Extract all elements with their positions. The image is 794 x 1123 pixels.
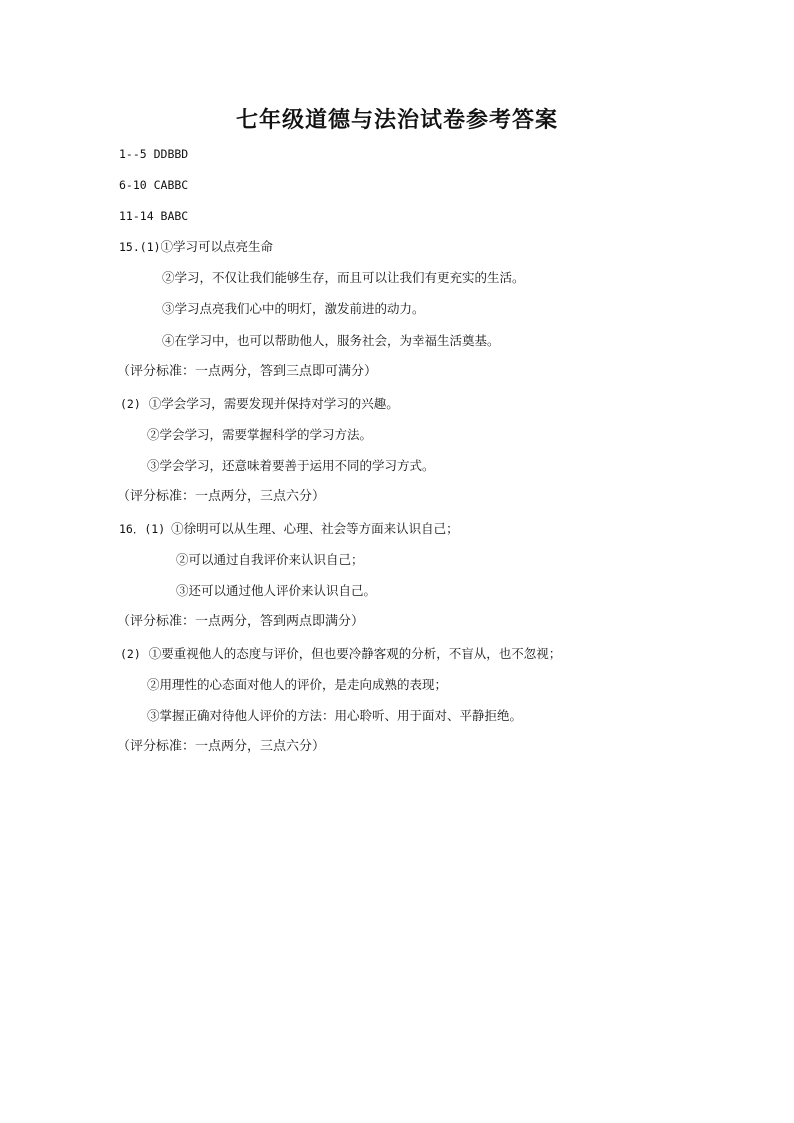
q16-part2-line: [120, 646, 561, 662]
q16-part1-line: [119, 521, 459, 537]
choice-answers-1-5: 1--5 DDBBD: [119, 147, 189, 161]
q16-part1-item-1: ①徐明可以从生理、心理、社会等方面来认识自己；: [171, 521, 459, 536]
choice-answers-11-14: 11-14 BABC: [119, 209, 189, 223]
q15-part2-item-1: ①学会学习，需要发现并保持对学习的兴趣。: [148, 396, 399, 411]
q15-part1-line: [119, 239, 273, 255]
choice-answers-6-10: 6-10 CABBC: [119, 178, 189, 192]
q15-part1-item-4: ④在学习中，也可以帮助他人，服务社会，为幸福生活奠基。: [162, 333, 500, 348]
q15-part1-score: （评分标准：一点两分，答到三点即可满分）: [117, 364, 378, 379]
q15-part1-item-1: ①学习可以点亮生命: [160, 239, 274, 254]
page-title: 七年级道德与法治试卷参考答案: [235, 107, 558, 133]
q15-part2-line: [120, 396, 399, 412]
q16-part1-item-2: ②可以通过自我评价来认识自己；: [176, 552, 364, 567]
q15-part1-item-3: ③学习点亮我们心中的明灯，激发前进的动力。: [162, 301, 425, 316]
q15-part2-item-2: ②学会学习，需要掌握科学的学习方法。: [147, 427, 373, 442]
q16-part1-item-3: ③还可以通过他人评价来认识自己。: [176, 583, 377, 598]
q15-part2-score: （评分标准：一点两分，三点六分）: [117, 489, 326, 504]
q16-part2-item-2: ②用理性的心态面对他人的评价，是走向成熟的表现；: [147, 677, 448, 692]
q16-part2-item-3: ③掌握正确对待他人评价的方法：用心聆听、用于面对、平静拒绝。: [147, 708, 523, 723]
q15-part1-item-2: ②学习，不仅让我们能够生存，而且可以让我们有更充实的生活。: [162, 270, 525, 285]
q16-part2-item-1: ①要重视他人的态度与评价，但也要冷静客观的分析，不盲从，也不忽视；: [148, 646, 562, 661]
q16-part1-score: （评分标准：一点两分，答到两点即满分）: [117, 614, 365, 629]
q16-part1-label: 16．(1): [119, 522, 166, 536]
q16-part2-label: (2): [120, 647, 141, 661]
q15-part2-label: (2): [120, 397, 141, 411]
q16-part2-score: （评分标准：一点两分，三点六分）: [117, 739, 326, 754]
q15-part2-item-3: ③学会学习，还意味着要善于运用不同的学习方式。: [147, 458, 435, 473]
q15-part1-label: 15.(1): [119, 240, 161, 254]
